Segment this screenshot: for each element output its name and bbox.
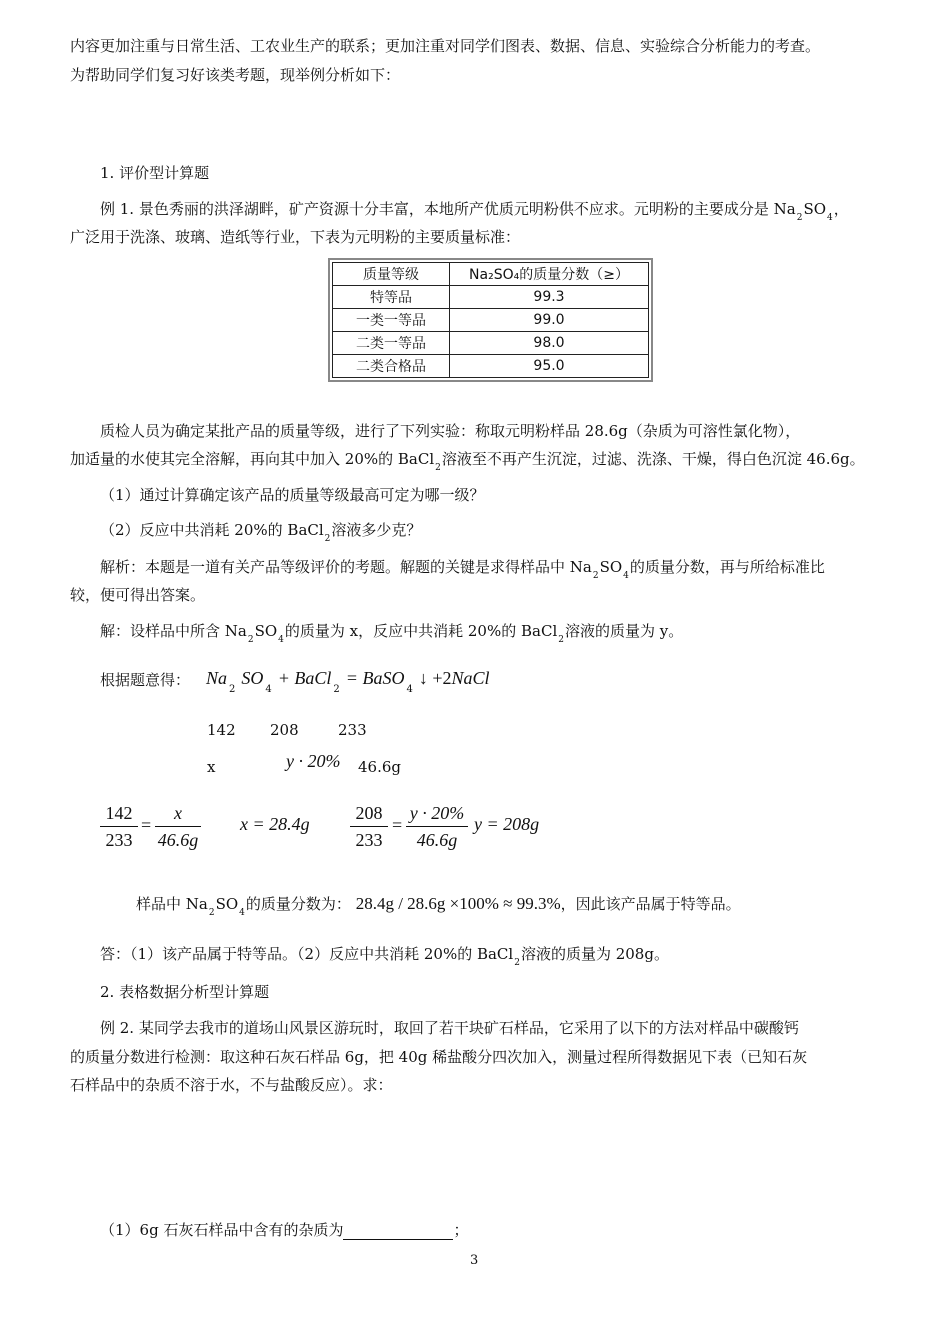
molar-mass-baso4: 233 bbox=[338, 721, 367, 739]
molar-mass-na2so4: 142 bbox=[207, 721, 236, 739]
fill-question-1: （1）6g 石灰石样品中含有的杂质为 ； bbox=[100, 1221, 469, 1239]
fraction-y20-46.6g: y · 20% 46.6g bbox=[406, 800, 468, 853]
mass-fraction-line: 样品中 $Na_2SO_4$的质量分数为： 28.4g / 28.6g ×100% ≈ 99.3%，因此该产品属于特等品。 bbox=[136, 894, 741, 918]
precipitate-mass: 46.6g bbox=[358, 758, 402, 776]
intro-line-1: 内容更加注重与日常生活、工农业生产的联系；更加注重对同学们图表、数据、信息、实验综合分析能力的考查。 bbox=[70, 37, 821, 55]
equation-label: 根据题意得： bbox=[100, 671, 191, 689]
page-number: 3 bbox=[470, 1253, 479, 1268]
example-2-line-3: 石样品中的杂质不溶于水，不与盐酸反应）。求： bbox=[70, 1076, 393, 1094]
table-cell-grade: 一类一等品 bbox=[333, 309, 450, 332]
question-2: （2）反应中共消耗 20%的 BaCl$_2$溶液多少克？ bbox=[100, 521, 422, 544]
reaction-equation: $Na_2SO_4+$ BaCl$_2$= BaSO$_4$↓ +2NaCl bbox=[206, 668, 490, 695]
section-2-title: 2. 表格数据分析型计算题 bbox=[100, 983, 270, 1001]
table-row bbox=[333, 286, 649, 309]
molar-mass-bacl2: 208 bbox=[270, 721, 299, 739]
equals-sign: = bbox=[392, 815, 403, 835]
answer-blank[interactable] bbox=[343, 1225, 453, 1240]
fraction-142-233: 142 233 bbox=[100, 800, 138, 853]
intro-line-2: 为帮助同学们复习好该类考题，现举例分析如下： bbox=[70, 66, 401, 84]
example-1-para-2-line-2: 加适量的水使其完全溶解，再向其中加入 20%的 BaCl$_2$溶液至不再产生沉淀，过滤、洗涤、干燥，得白色沉淀 46.6g。 bbox=[70, 450, 865, 473]
table-cell-value: 95.0 bbox=[450, 355, 649, 378]
unknown-x: x bbox=[207, 758, 216, 776]
table-cell-value: 98.0 bbox=[450, 332, 649, 355]
section-1-title: 1. 评价型计算题 bbox=[100, 164, 210, 182]
example-2-line-1: 例 2. 某同学去我市的道场山风景区游玩时，取回了若干块矿石样品，它采用了以下的方法对样品中碳酸钙 bbox=[100, 1019, 799, 1037]
example-1-line-2: 广泛用于洗涤、玻璃、造纸等行业，下表为元明粉的主要质量标准： bbox=[70, 228, 521, 246]
quality-standard-table bbox=[332, 262, 649, 378]
solution-setup: 解：设样品中所含 $Na_2SO_4$的质量为 x，反应中共消耗 20%的 BaCl$_2$溶液的质量为 y。 bbox=[100, 622, 684, 645]
fraction-x-46.6g: x 46.6g bbox=[155, 800, 201, 853]
analysis-line-2: 较，便可得出答案。 bbox=[70, 586, 206, 604]
table-header-row bbox=[333, 263, 649, 286]
table-header-mass-fraction: Na₂SO₄的质量分数（≥） bbox=[450, 263, 649, 286]
result-y: y = 208g bbox=[474, 814, 540, 834]
example-1-line-1: 例 1. 景色秀丽的洪泽湖畔，矿产资源十分丰富，本地所产优质元明粉供不应求。元明粉的主要成分是 $Na_2SO_4$， bbox=[100, 200, 849, 223]
table-cell-grade: 特等品 bbox=[333, 286, 450, 309]
table-cell-grade: 二类合格品 bbox=[333, 355, 450, 378]
question-1: （1）通过计算确定该产品的质量等级最高可定为哪一级？ bbox=[100, 486, 485, 504]
mass-fraction-expression: 28.4g / 28.6g ×100% ≈ 99.3% bbox=[355, 894, 561, 913]
analysis-line-1: 解析：本题是一道有关产品等级评价的考题。解题的关键是求得样品中 $Na_2SO_4$的质量分数，再与所给标准比 bbox=[100, 558, 825, 581]
table-cell-grade: 二类一等品 bbox=[333, 332, 450, 355]
table-row bbox=[333, 309, 649, 332]
table-header-grade: 质量等级 bbox=[333, 263, 450, 286]
example-2-line-2: 的质量分数进行检测：取这种石灰石样品 6g，把 40g 稀盐酸分四次加入，测量过程所得数据见下表（已知石灰 bbox=[70, 1048, 808, 1066]
result-x: x = 28.4g bbox=[240, 814, 310, 834]
table-cell-value: 99.3 bbox=[450, 286, 649, 309]
table-row bbox=[333, 355, 649, 378]
example-1-para-2-line-1: 质检人员为确定某批产品的质量等级，进行了下列实验：称取元明粉样品 28.6g（杂质为可溶性氯化物）， bbox=[100, 422, 801, 440]
fraction-208-233: 208 233 bbox=[350, 800, 388, 853]
answer-line: 答：（1）该产品属于特等品。（2）反应中共消耗 20%的 BaCl$_2$溶液的质量为 208g。 bbox=[100, 945, 669, 968]
table-cell-value: 99.0 bbox=[450, 309, 649, 332]
table-row bbox=[333, 332, 649, 355]
equals-sign: = bbox=[141, 815, 152, 835]
unknown-y-expression: y · 20% bbox=[286, 751, 341, 771]
